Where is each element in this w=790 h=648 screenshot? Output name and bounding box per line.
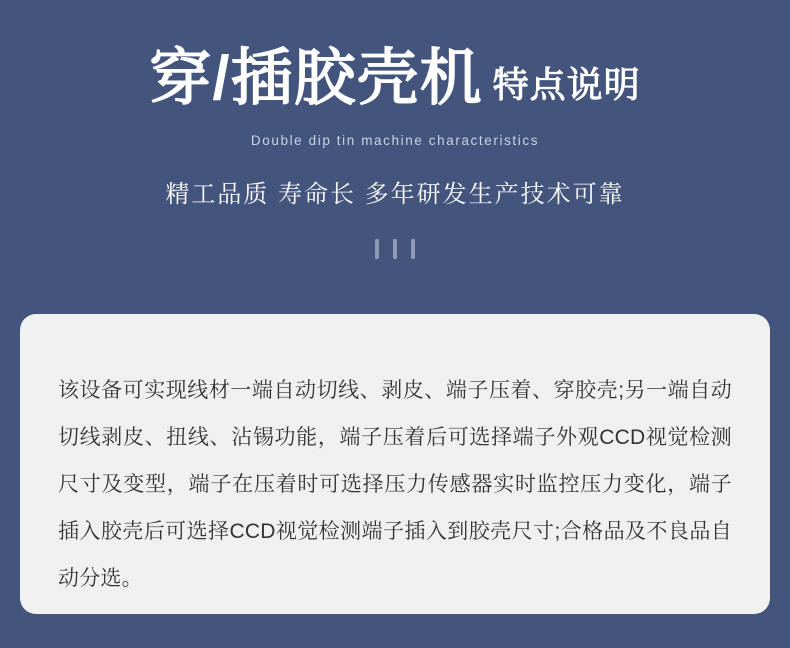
english-subtitle: Double dip tin machine characteristics (250, 133, 540, 149)
three-bars-divider-icon (375, 239, 415, 259)
page-subtitle: 特点说明 (492, 64, 641, 105)
divider-bar-middle (393, 239, 397, 259)
divider-bar-left (375, 239, 379, 259)
header-block (0, 0, 790, 259)
description-text: 该设备可实现线材一端自动切线、剥皮、端子压着、穿胶壳;另一端自动切线剥皮、扭线、沾锡功能，端子压着后可选择端子外观CCD视觉检测尺寸及变型，端子在压着时可选择压力传感器实时监控压力变化，端子插入胶壳后可选择CCD视觉检测端子插入到胶壳尺寸;合格品及不良品自动分选。 (58, 379, 732, 590)
divider-bar-right (411, 239, 415, 259)
page-title: 穿/插胶壳机 (149, 44, 483, 113)
title-row (0, 46, 790, 111)
tagline: 精工品质 寿命长 多年研发生产技术可靠 (165, 181, 625, 209)
description-card (20, 314, 770, 614)
